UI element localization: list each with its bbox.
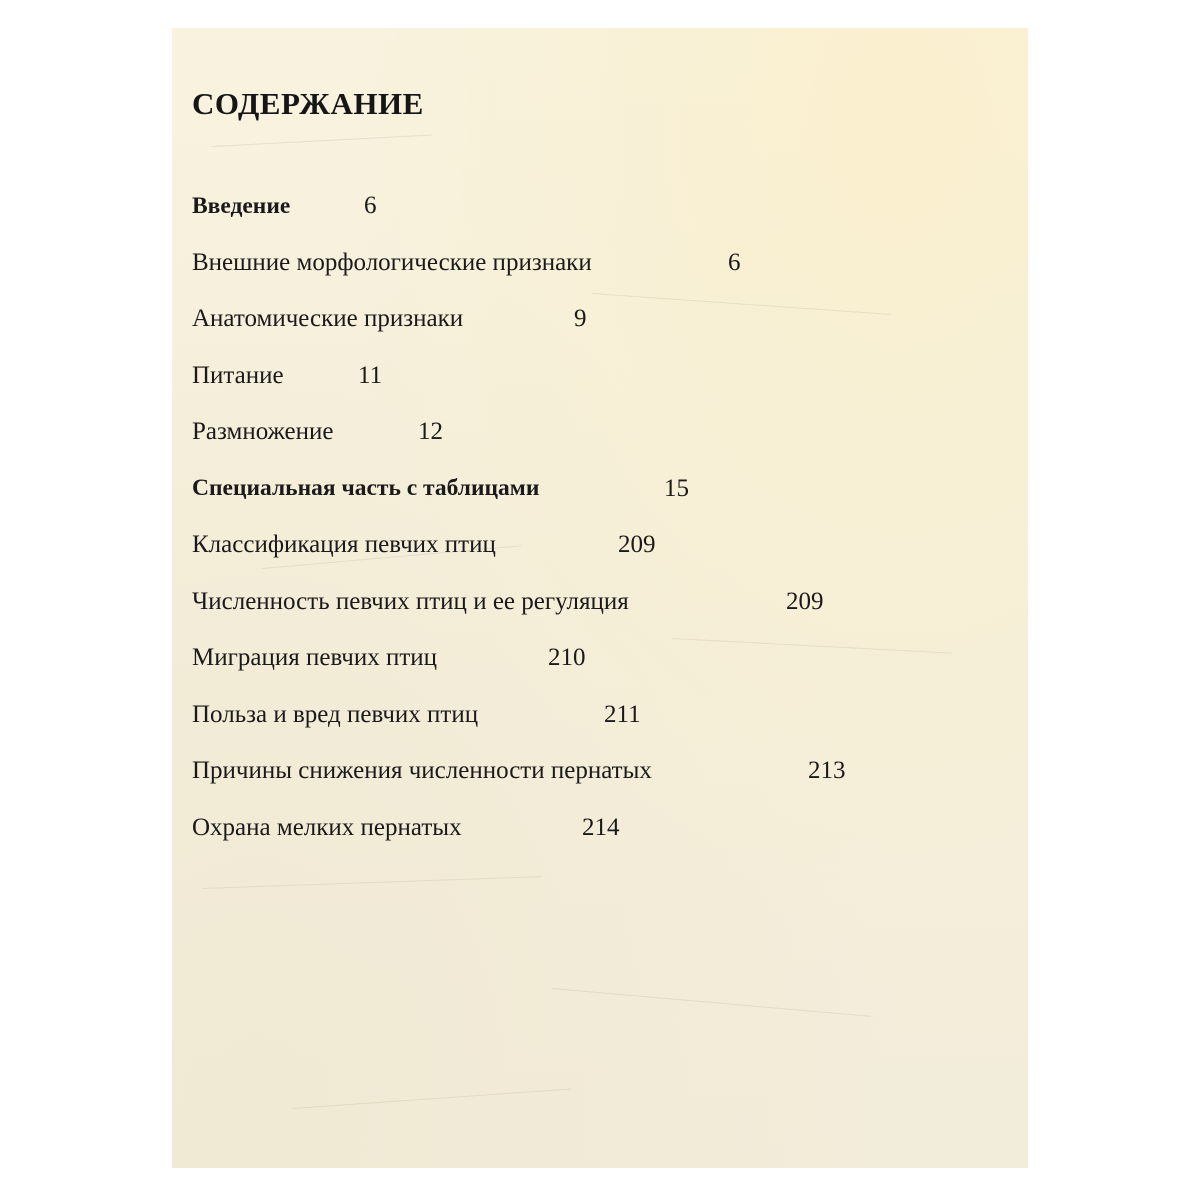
toc-entry-label: Численность певчих птиц и ее регуляция xyxy=(192,587,629,615)
toc-entry-label: Польза и вред певчих птиц xyxy=(192,700,479,728)
toc-entry xyxy=(192,687,846,744)
paper-fiber xyxy=(552,988,871,1017)
toc-entry-label: Анатомические признаки xyxy=(192,305,464,333)
toc-entry xyxy=(192,743,846,800)
toc-entry-label: Введение xyxy=(192,192,291,219)
paper-fiber xyxy=(202,876,542,889)
toc-entry-page: 213 xyxy=(808,757,846,785)
table-of-contents xyxy=(192,178,846,856)
toc-entry xyxy=(192,800,846,857)
paper-fiber xyxy=(292,1088,571,1109)
toc-entry-page: 6 xyxy=(364,192,377,220)
toc-entry-label: Причины снижения численности пернатых xyxy=(192,757,652,785)
page-title: СОДЕРЖАНИЕ xyxy=(192,86,424,121)
toc-entry-label: Классификация певчих птиц xyxy=(192,531,496,559)
toc-entry-page: 11 xyxy=(358,361,383,389)
book-page xyxy=(172,28,1028,1168)
toc-entry-label: Размножение xyxy=(192,418,334,446)
toc-entry xyxy=(192,404,846,461)
toc-entry xyxy=(192,574,846,631)
toc-entry-page: 12 xyxy=(418,418,443,446)
toc-entry-page: 209 xyxy=(786,587,824,615)
toc-entry-page: 9 xyxy=(574,305,587,333)
paper-fiber xyxy=(212,134,432,147)
toc-entry xyxy=(192,235,846,292)
toc-entry-page: 210 xyxy=(548,644,586,672)
toc-entry xyxy=(192,348,846,405)
toc-entry-page: 15 xyxy=(664,474,689,502)
toc-entry-label: Питание xyxy=(192,361,284,389)
toc-entry-page: 214 xyxy=(582,813,620,841)
toc-entry-label: Миграция певчих птиц xyxy=(192,644,438,672)
toc-entry xyxy=(192,630,846,687)
toc-entry-page: 6 xyxy=(728,248,741,276)
toc-entry-page: 209 xyxy=(618,531,656,559)
toc-entry xyxy=(192,178,846,235)
toc-entry xyxy=(192,461,846,518)
toc-entry xyxy=(192,517,846,574)
toc-entry-label: Охрана мелких пернатых xyxy=(192,813,462,841)
toc-entry-page: 211 xyxy=(604,700,641,728)
toc-entry-label: Специальная часть с таблицами xyxy=(192,475,540,502)
toc-entry-label: Внешние морфологические признаки xyxy=(192,248,592,276)
toc-entry xyxy=(192,291,846,348)
